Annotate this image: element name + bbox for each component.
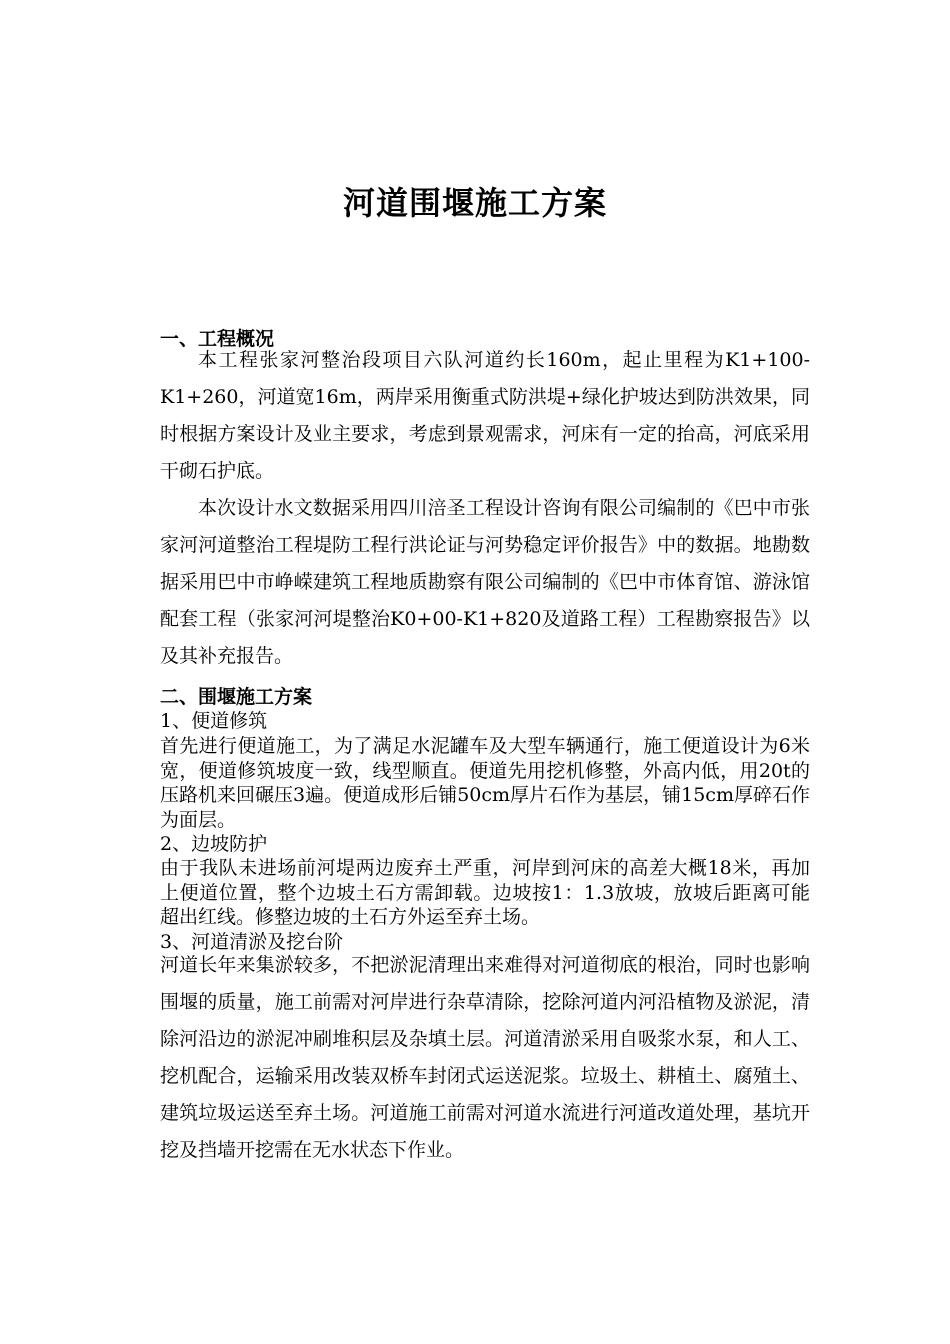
overview-paragraph-2: 本次设计水文数据采用四川涪圣工程设计咨询有限公司编制的《巴中市张家河河道整治工程堤防工程行洪论证与河势稳定评价报告》中的数据。地勘数据采用巴中市峥嵘建筑工程地质勘察有限公司编制的《巴中市体育馆、游泳馆配套工程（张家河河堤整治K0+00-K1+820及道路工程）工程勘察报告》以及其补充报告。 bbox=[160, 497, 810, 667]
access-road-paragraph: 首先进行便道施工，为了满足水泥罐车及大型车辆通行，施工便道设计为6米宽，便道修筑坡度一致，线型顺直。便道先用挖机修整，外高内低，用20t的压路机来回碾压3遍。便道成形后铺50cm厚片石作为基层，铺15cm厚碎石作为面层。 bbox=[160, 735, 810, 831]
subsection-title-dredging: 3、河道清淤及挖台阶 bbox=[160, 931, 344, 953]
dredging-paragraph: 河道长年来集淤较多，不把淤泥清理出来难得对河道彻底的根治，同时也影响围堰的质量，施工前需对河岸进行杂草清除，挖除河道内河沿植物及淤泥，清除河沿边的淤泥冲刷堆积层及杂填土层。河道清淤采用自吸浆水泵，和人工、挖机配合，运输采用改装双桥车封闭式运送泥浆。垃圾土、耕植土、腐殖土、建筑垃圾运送至弃土场。河道施工前需对河道水流进行河道改道处理，基坑开挖及挡墙开挖需在无水状态下作业。 bbox=[160, 954, 810, 1161]
slope-protection-paragraph: 由于我队未进场前河堤两边废弃土严重，河岸到河床的高差大概18米，再加上便道位置，整个边坡土石方需卸载。边坡按1：1.3放坡，放坡后距离可能超出红线。修整边坡的土石方外运至弃土场。 bbox=[160, 857, 810, 928]
document-title: 河道围堰施工方案 bbox=[342, 184, 607, 222]
subsection-title-slope-protection: 2、边坡防护 bbox=[160, 833, 268, 855]
subsection-title-access-road: 1、便道修筑 bbox=[160, 710, 268, 732]
section-heading-cofferdam-plan: 二、围堰施工方案 bbox=[160, 686, 313, 708]
section-heading-overview: 一、工程概况 bbox=[160, 328, 275, 350]
overview-paragraph-1: 本工程张家河整治段项目六队河道约长160m，起止里程为K1+100-K1+260，河道宽16m，两岸采用衡重式防洪堤+绿化护坡达到防洪效果，同时根据方案设计及业主要求，考虑到景观需求，河床有一定的抬高，河底采用干砌石护底。 bbox=[160, 349, 810, 482]
